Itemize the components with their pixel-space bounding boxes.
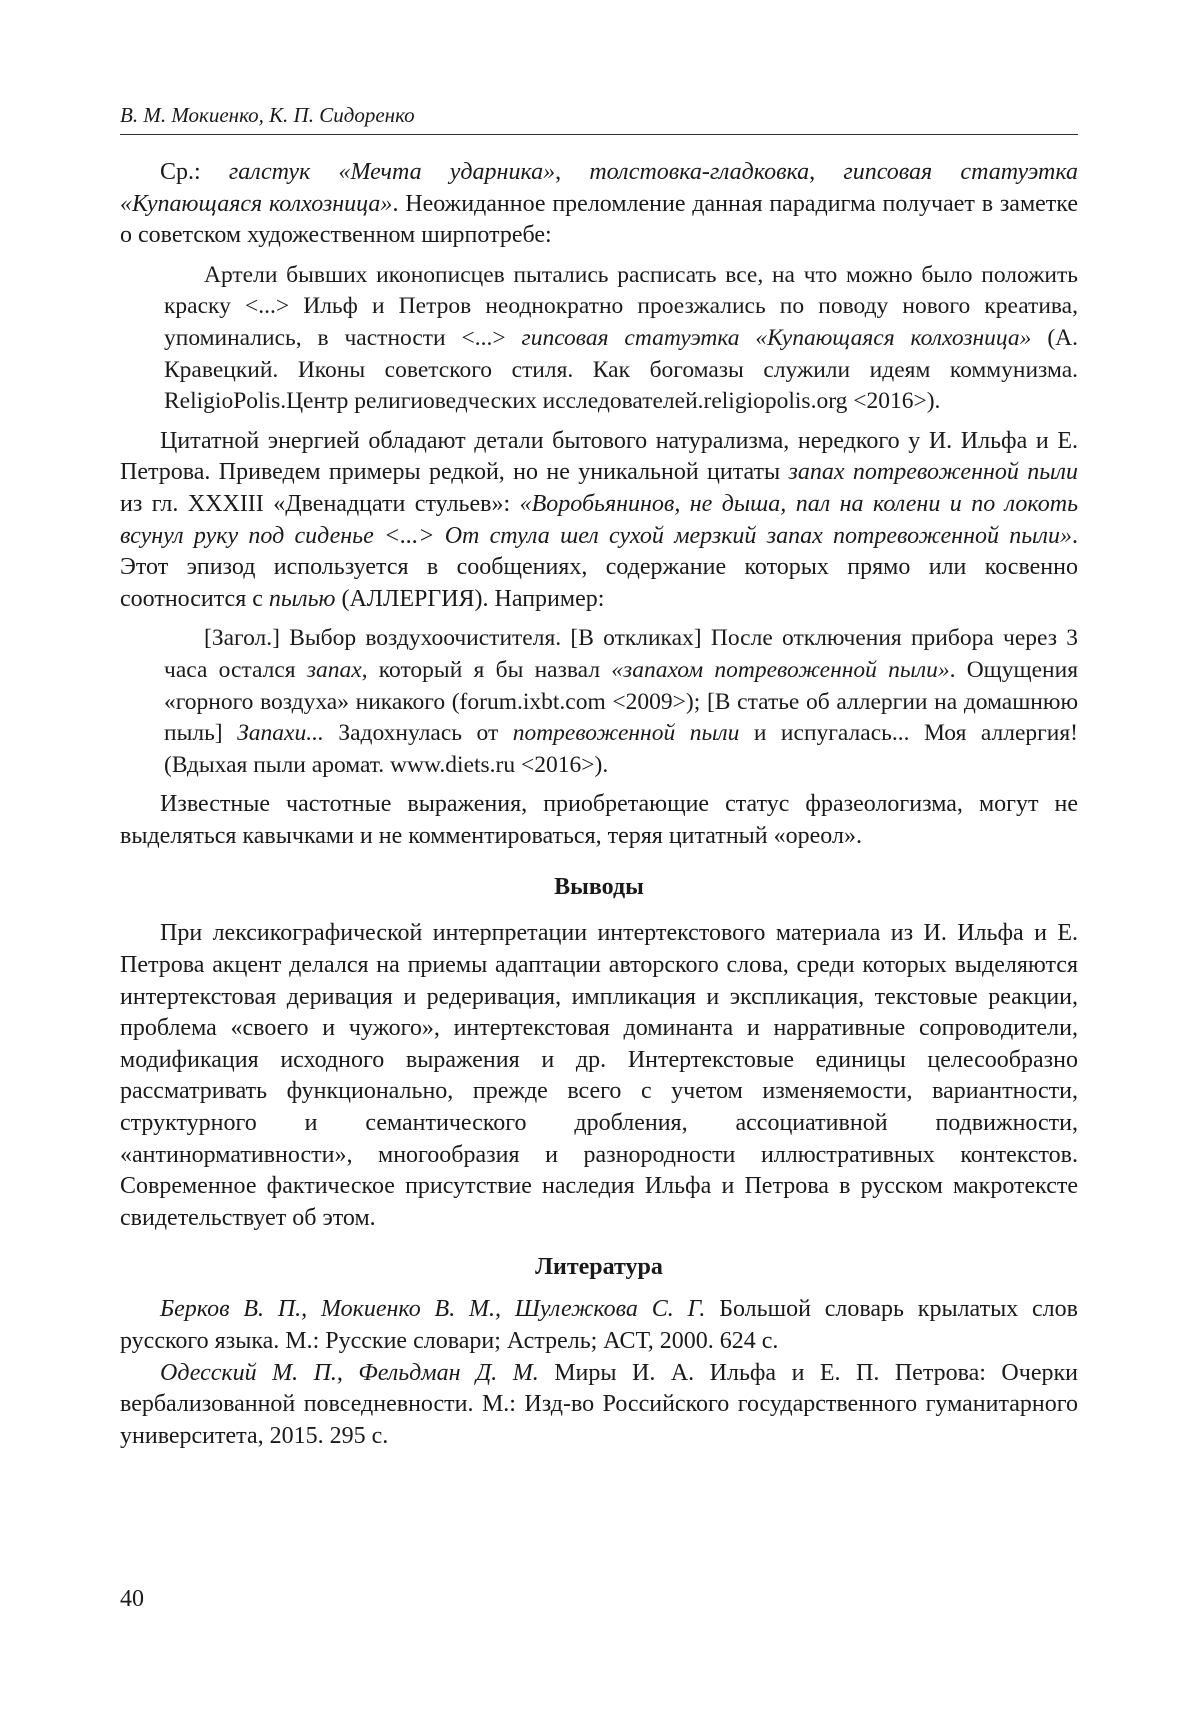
text-run: (АЛЛЕРГИЯ). Например:	[335, 585, 605, 612]
reference-details: Миры И. А. Ильфа и Е. П. Петрова: Очерки вербализованной повседневности. М.: Изд-во Российского государственного гуманитарного университета, 2015. 295 с.	[120, 1359, 1078, 1449]
italic-run: толстовка-гладковка	[589, 159, 810, 185]
text-run: ,	[555, 159, 590, 185]
text-run: и испугалась... Моя аллергия! (Вдыхая пыли аромат. www.diets.ru <2016>).	[164, 720, 1078, 778]
text-run: который я бы назвал	[367, 656, 612, 683]
paragraph-3: Известные частотные выражения, приобретающие статус фразеологизма, могут не выделяться кавычками и не комментироваться, теряя цитатный «ореол».	[120, 791, 1078, 849]
text-run: . Неожиданное преломление данная парадигма получает в заметке о советском художественном ширпотребе:	[120, 190, 1078, 249]
text-run: из гл. XXXIII «Двенадцати стульев»:	[120, 490, 520, 517]
conclusions-paragraph: При лексикографической интерпретации интертекстового материала из И. Ильфа и Е. Петрова акцент делался на приемы адаптации авторского слова, среди которых выделяются интертекстовая деривация и редеривация, импликация и экспликация, текстовые реакции, проблема «своего и чужого», интертекстовая доминанта и нарративные сопроводители, модификация исходного выражения и др. Интертекстовые единицы целесообразно рассматривать функционально, прежде всего с учетом изменяемости, вариантности, структурного и семантического дробления, ассоциативной подвижности, «антинормативности», многообразия и разнородности иллюстративных контекстов. Современное фактическое присутствие наследия Ильфа и Петрова в русском макротексте свидетельствует об этом.	[120, 920, 1078, 1231]
italic-run: галстук «Мечта ударника»	[228, 159, 556, 185]
text-run: (А. Кравецкий. Иконы советского стиля. Как богомазы служили идеям коммунизма. ReligioPolis.Центр религиоведческих исследователей.religiopolis.org <2016>).	[164, 324, 1078, 415]
italic-run: Запахи...	[237, 720, 324, 747]
reference-item-1	[120, 1294, 1078, 1357]
italic-run: гипсовая статуэтка «Купающаяся колхозница»	[521, 324, 1032, 351]
italic-run: пылью	[268, 585, 336, 612]
italic-run: потревоженной пыли	[512, 720, 740, 747]
reference-authors: Берков В. П., Мокиенко В. М., Шулежкова С. Г.	[160, 1296, 706, 1323]
text-run: ,	[809, 159, 844, 185]
text-run: [Загол.] Выбор воздухоочистителя. [В откликах] После отключения прибора через 3 часа остался	[164, 625, 1078, 683]
reference-item-2	[120, 1358, 1078, 1453]
text-run: Ср.:	[160, 159, 229, 185]
italic-run: «Воробьянинов, не дыша, пал на колени и по локоть всунул руку под сиденье <...> От стула шел сухой мерзкий запах потревоженной пыли»	[120, 490, 1079, 549]
paragraph-2	[120, 426, 1078, 616]
literature-heading: Литература	[535, 1254, 663, 1281]
text-run: . Ощущения «горного воздуха» никакого (forum.ixbt.com <2009>); [В статье об аллергии на домашнюю пыль]	[164, 656, 1079, 747]
block-quote-1	[164, 260, 1078, 418]
reference-details: Большой словарь крылатых слов русского языка. М.: Русские словари; Астрель; АСТ, 2000. 624 с.	[120, 1296, 1078, 1354]
running-header: В. М. Мокиенко, К. П. Сидоренко	[120, 100, 1078, 135]
italic-run: запах,	[306, 656, 368, 683]
intro-paragraph	[120, 157, 1078, 252]
reference-authors: Одесский М. П., Фельдман Д. М.	[160, 1359, 539, 1386]
italic-run: «запахом потревоженной пыли»	[611, 656, 950, 683]
text-run: Задохнулась от	[323, 720, 513, 747]
text-run: Цитатной энергией обладают детали бытового натурализма, нередкого у И. Ильфа и Е. Петрова. Приведем примеры редкой, но не уникальной цитаты	[120, 427, 1078, 486]
page-body	[120, 157, 1078, 1452]
block-quote-2	[164, 623, 1078, 781]
text-run: . Этот эпизод используется в сообщениях, содержание которых прямо или косвенно соотносится с	[120, 522, 1078, 612]
italic-run: запах потревоженной пыли	[788, 459, 1078, 486]
italic-run: гипсовая статуэтка «Купающаяся колхозница»	[120, 159, 1079, 217]
conclusions-heading: Выводы	[554, 874, 644, 901]
text-run: Артели бывших иконописцев пытались расписать все, на что можно было положить краску <...> Ильф и Петров неоднократно проезжались по поводу нового креатива, упоминались, в частности <...>	[164, 261, 1078, 351]
page-number: 40	[120, 1586, 144, 1612]
